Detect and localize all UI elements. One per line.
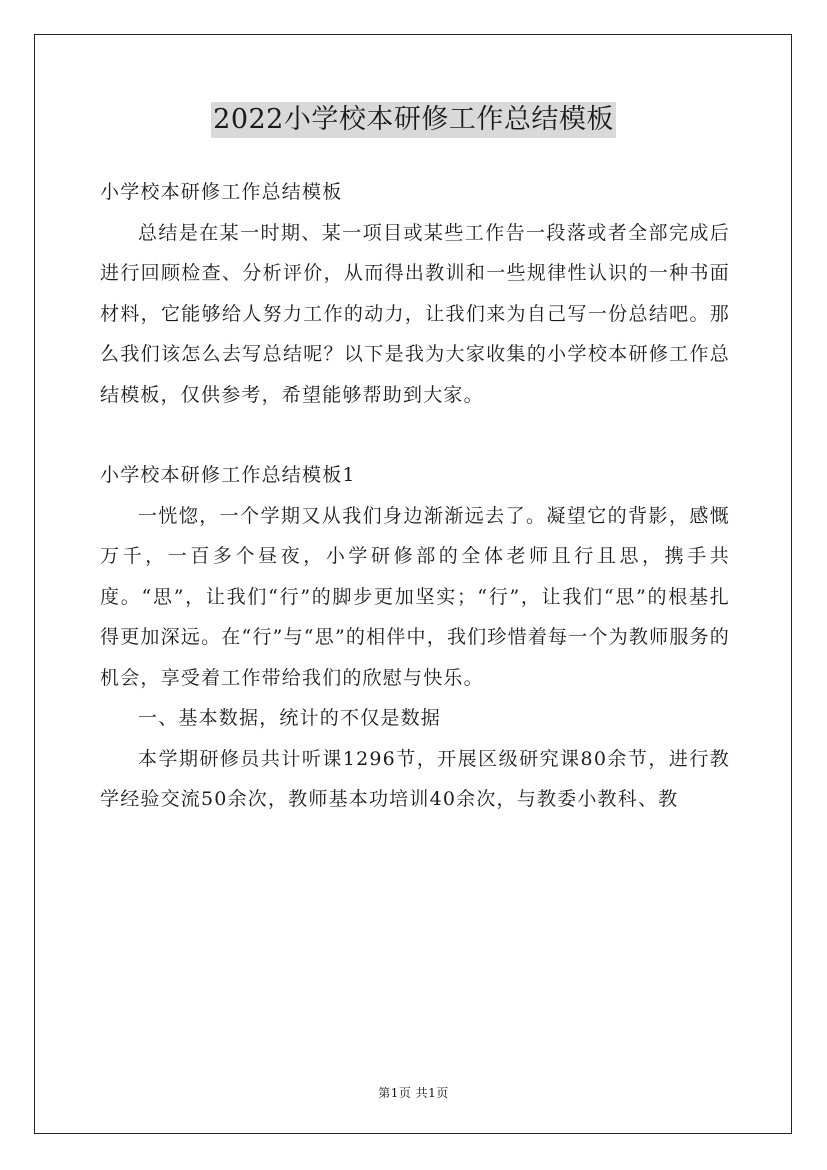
section1-paragraph-2: 本学期研修员共计听课1296节，开展区级研究课80余节，进行教学经验交流50余次，教师基本功培训40余次，与教委小教科、教 xyxy=(100,747,730,810)
page-footer: 第1页 共1页 xyxy=(378,1086,449,1100)
document-body xyxy=(100,172,730,820)
section1-paragraph-1: 一恍惚，一个学期又从我们身边渐渐远去了。凝望它的背影，感慨万千，一百多个昼夜，小学研修部的全体老师且行且思，携手共度。“思”，让我们“行”的脚步更加坚实；“行”，让我们“思”的根基扎得更加深远。在“行”与“思”的相伴中，我们珍惜着每一个为教师服务的机会，享受着工作带给我们的欣慰与快乐。 xyxy=(100,504,730,689)
document-title: 2022小学校本研修工作总结模板 xyxy=(211,102,616,138)
section-spacer xyxy=(100,415,730,455)
document-subtitle: 小学校本研修工作总结模板 xyxy=(100,181,343,203)
title-container xyxy=(0,102,827,138)
intro-paragraph: 总结是在某一时期、某一项目或某些工作告一段落或者全部完成后进行回顾检查、分析评价，从而得出教训和一些规律性认识的一种书面材料，它能够给人努力工作的动力，让我们来为自己写一份总结吧。那么我们该怎么去写总结呢？以下是我为大家收集的小学校本研修工作总结模板，仅供参考，希望能够帮助到大家。 xyxy=(100,221,730,406)
section1-heading: 小学校本研修工作总结模板1 xyxy=(100,464,356,486)
section1-subheading-1: 一、基本数据，统计的不仅是数据 xyxy=(138,707,442,729)
